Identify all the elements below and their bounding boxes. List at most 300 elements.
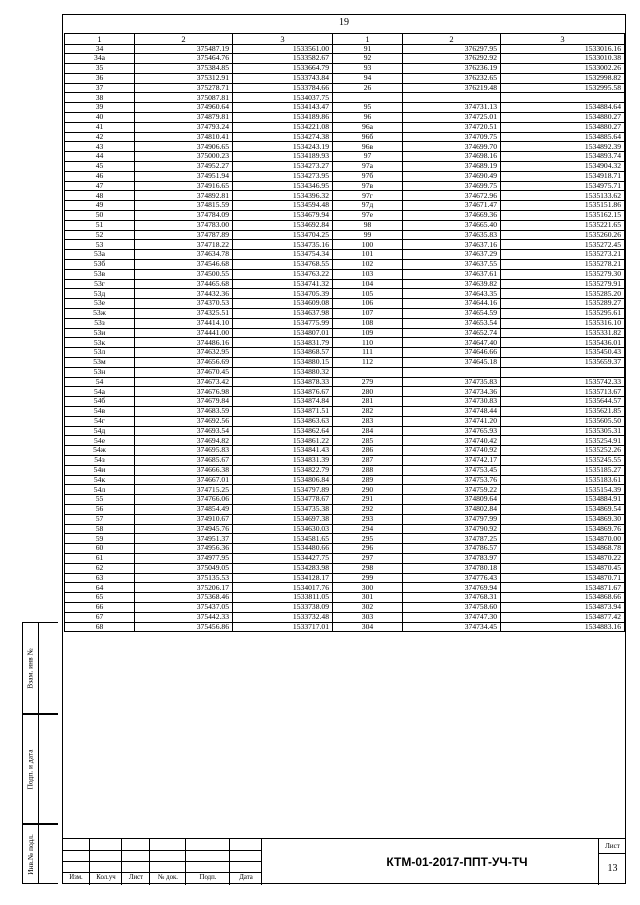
- point-number-cell: 97г: [333, 191, 403, 201]
- point-number-cell: 54: [65, 377, 135, 387]
- y-coordinate-cell: 1534128.17: [233, 573, 333, 583]
- y-coordinate-cell: 1534189.86: [233, 113, 333, 123]
- y-coordinate-cell: 1534883.16: [501, 622, 625, 632]
- point-number-cell: 96б: [333, 132, 403, 142]
- point-number-cell: 102: [333, 260, 403, 270]
- x-coordinate-cell: 374441.00: [135, 328, 233, 338]
- point-number-cell: 54и: [65, 465, 135, 475]
- table-row: [65, 122, 625, 132]
- x-coordinate-cell: 374765.93: [403, 426, 501, 436]
- point-number-cell: 34: [65, 44, 135, 54]
- y-coordinate-cell: 1534880.15: [233, 358, 333, 368]
- y-coordinate-cell: 1534754.34: [233, 250, 333, 260]
- x-coordinate-cell: 374656.69: [135, 358, 233, 368]
- table-row: [65, 622, 625, 632]
- x-coordinate-cell: 374731.13: [403, 103, 501, 113]
- x-coordinate-cell: 374753.45: [403, 465, 501, 475]
- point-number-cell: 285: [333, 436, 403, 446]
- x-coordinate-cell: 374699.70: [403, 142, 501, 152]
- point-number-cell: 53к: [65, 338, 135, 348]
- point-number-cell: 45: [65, 162, 135, 172]
- x-coordinate-cell: 374665.40: [403, 220, 501, 230]
- y-coordinate-cell: 1535221.65: [501, 220, 625, 230]
- coordinates-table: [64, 33, 625, 632]
- point-number-cell: 42: [65, 132, 135, 142]
- y-coordinate-cell: 1534741.32: [233, 279, 333, 289]
- table-row: [65, 485, 625, 495]
- x-coordinate-cell: 374644.16: [403, 299, 501, 309]
- table-row: [65, 279, 625, 289]
- table-row: [65, 220, 625, 230]
- table-row: [65, 563, 625, 573]
- y-coordinate-cell: 1533717.01: [233, 622, 333, 632]
- table-row: [65, 544, 625, 554]
- x-coordinate-cell: 374637.29: [403, 250, 501, 260]
- x-coordinate-cell: 374759.22: [403, 485, 501, 495]
- y-coordinate-cell: 1534870.00: [501, 534, 625, 544]
- x-coordinate-cell: 374793.24: [135, 122, 233, 132]
- point-number-cell: 280: [333, 387, 403, 397]
- y-coordinate-cell: 1534885.64: [501, 132, 625, 142]
- y-coordinate-cell: 1533738.09: [233, 602, 333, 612]
- document-code: КТМ-01-2017-ППТ-УЧ-ТЧ: [386, 855, 528, 869]
- x-coordinate-cell: 374956.36: [135, 544, 233, 554]
- y-coordinate-cell: 1535133.62: [501, 191, 625, 201]
- x-coordinate-cell: 376236.19: [403, 64, 501, 74]
- point-number-cell: 105: [333, 289, 403, 299]
- point-number-cell: 53: [65, 240, 135, 250]
- table-row: [65, 54, 625, 64]
- y-coordinate-cell: 1534884.91: [501, 495, 625, 505]
- y-coordinate-cell: 1534876.67: [233, 387, 333, 397]
- point-number-cell: 26: [333, 83, 403, 93]
- x-coordinate-cell: 374671.47: [403, 201, 501, 211]
- point-number-cell: 297: [333, 553, 403, 563]
- side-label-replaced-inv: Взам. инв №: [26, 647, 36, 689]
- point-number-cell: 97е: [333, 211, 403, 221]
- y-coordinate-cell: 1535659.37: [501, 358, 625, 368]
- y-coordinate-cell: 1534870.45: [501, 563, 625, 573]
- table-row: [65, 612, 625, 622]
- x-coordinate-cell: 374652.74: [403, 328, 501, 338]
- x-coordinate-cell: 376219.48: [403, 83, 501, 93]
- point-number-cell: 294: [333, 524, 403, 534]
- point-number-cell: 292: [333, 504, 403, 514]
- y-coordinate-cell: 1535245.55: [501, 455, 625, 465]
- table-row: [65, 73, 625, 83]
- point-number-cell: 53и: [65, 328, 135, 338]
- x-coordinate-cell: 374809.64: [403, 495, 501, 505]
- x-coordinate-cell: 374740.92: [403, 446, 501, 456]
- point-number-cell: 60: [65, 544, 135, 554]
- y-coordinate-cell: 1534918.71: [501, 171, 625, 181]
- point-number-cell: 96а: [333, 122, 403, 132]
- y-coordinate-cell: 1534396.32: [233, 191, 333, 201]
- side-stamp-original-inv: [22, 824, 58, 884]
- x-coordinate-cell: 374735.83: [403, 377, 501, 387]
- y-coordinate-cell: 1533002.26: [501, 64, 625, 74]
- x-coordinate-cell: 374734.36: [403, 387, 501, 397]
- table-row: [65, 142, 625, 152]
- x-coordinate-cell: 374637.61: [403, 269, 501, 279]
- y-coordinate-cell: 1535305.31: [501, 426, 625, 436]
- x-coordinate-cell: 376232.65: [403, 73, 501, 83]
- point-number-cell: 53л: [65, 348, 135, 358]
- x-coordinate-cell: 374854.49: [135, 504, 233, 514]
- point-number-cell: 54к: [65, 475, 135, 485]
- point-number-cell: 48: [65, 191, 135, 201]
- point-number-cell: 53в: [65, 269, 135, 279]
- tb-col-signature: Подп.: [199, 874, 217, 881]
- x-coordinate-cell: 374715.25: [135, 485, 233, 495]
- table-row: [65, 524, 625, 534]
- y-coordinate-cell: 1535162.15: [501, 211, 625, 221]
- table-row: [65, 534, 625, 544]
- point-number-cell: 54е: [65, 436, 135, 446]
- y-coordinate-cell: 1534243.19: [233, 142, 333, 152]
- x-coordinate-cell: 374797.99: [403, 514, 501, 524]
- x-coordinate-cell: 374787.25: [403, 534, 501, 544]
- x-coordinate-cell: 374670.45: [135, 367, 233, 377]
- y-coordinate-cell: 1534273.95: [233, 171, 333, 181]
- table-row: [65, 504, 625, 514]
- y-coordinate-cell: 1534870.71: [501, 573, 625, 583]
- y-coordinate-cell: 1534630.03: [233, 524, 333, 534]
- table-row: [65, 495, 625, 505]
- table-row: [65, 367, 625, 377]
- y-coordinate-cell: 1534841.43: [233, 446, 333, 456]
- table-row: [65, 269, 625, 279]
- table-row: [65, 230, 625, 240]
- y-coordinate-cell: 1534594.48: [233, 201, 333, 211]
- y-coordinate-cell: 1534705.39: [233, 289, 333, 299]
- y-coordinate-cell: 1534861.22: [233, 436, 333, 446]
- table-row: [65, 318, 625, 328]
- y-coordinate-cell: 1535254.91: [501, 436, 625, 446]
- x-coordinate-cell: 374639.82: [403, 279, 501, 289]
- table-header-row: [65, 34, 625, 45]
- table-row: [65, 44, 625, 54]
- point-number-cell: 43: [65, 142, 135, 152]
- y-coordinate-cell: 1535331.82: [501, 328, 625, 338]
- x-coordinate-cell: 374815.59: [135, 201, 233, 211]
- header-cell: 3: [233, 34, 333, 45]
- x-coordinate-cell: 374906.65: [135, 142, 233, 152]
- point-number-cell: 36: [65, 73, 135, 83]
- point-number-cell: [333, 93, 403, 103]
- x-coordinate-cell: 374694.82: [135, 436, 233, 446]
- x-coordinate-cell: 374709.75: [403, 132, 501, 142]
- y-coordinate-cell: 1534892.39: [501, 142, 625, 152]
- y-coordinate-cell: 1535151.86: [501, 201, 625, 211]
- point-number-cell: 106: [333, 299, 403, 309]
- x-coordinate-cell: 375278.71: [135, 83, 233, 93]
- y-coordinate-cell: 1534679.94: [233, 211, 333, 221]
- point-number-cell: 299: [333, 573, 403, 583]
- point-number-cell: 109: [333, 328, 403, 338]
- x-coordinate-cell: 375206.17: [135, 583, 233, 593]
- sheet-label: Лист: [599, 839, 626, 854]
- y-coordinate-cell: 1533016.16: [501, 44, 625, 54]
- point-number-cell: 53з: [65, 318, 135, 328]
- x-coordinate-cell: 374325.51: [135, 309, 233, 319]
- point-number-cell: 291: [333, 495, 403, 505]
- point-number-cell: 91: [333, 44, 403, 54]
- y-coordinate-cell: 1534778.67: [233, 495, 333, 505]
- y-coordinate-cell: 1534868.57: [233, 348, 333, 358]
- point-number-cell: 54л: [65, 485, 135, 495]
- y-coordinate-cell: 1535436.01: [501, 338, 625, 348]
- x-coordinate-cell: 375312.91: [135, 73, 233, 83]
- table-row: [65, 240, 625, 250]
- point-number-cell: 44: [65, 152, 135, 162]
- point-number-cell: 101: [333, 250, 403, 260]
- point-number-cell: 54а: [65, 387, 135, 397]
- table-row: [65, 201, 625, 211]
- x-coordinate-cell: 374669.36: [403, 211, 501, 221]
- point-number-cell: 46: [65, 171, 135, 181]
- x-coordinate-cell: 376297.95: [403, 44, 501, 54]
- point-number-cell: 296: [333, 544, 403, 554]
- point-number-cell: 47: [65, 181, 135, 191]
- header-cell: 1: [333, 34, 403, 45]
- x-coordinate-cell: 374667.01: [135, 475, 233, 485]
- tb-col-sheet: Лист: [128, 874, 144, 881]
- point-number-cell: 104: [333, 279, 403, 289]
- point-number-cell: 35: [65, 64, 135, 74]
- y-coordinate-cell: 1534862.64: [233, 426, 333, 436]
- table-row: [65, 103, 625, 113]
- y-coordinate-cell: 1534871.51: [233, 406, 333, 416]
- x-coordinate-cell: 374951.37: [135, 534, 233, 544]
- tb-col-date: Дата: [239, 874, 253, 881]
- x-coordinate-cell: 374748.44: [403, 406, 501, 416]
- x-coordinate-cell: 374753.76: [403, 475, 501, 485]
- point-number-cell: 53е: [65, 299, 135, 309]
- point-number-cell: 301: [333, 593, 403, 603]
- y-coordinate-cell: 1534878.33: [233, 377, 333, 387]
- y-coordinate-cell: 1534581.65: [233, 534, 333, 544]
- table-row: [65, 171, 625, 181]
- x-coordinate-cell: 375087.81: [135, 93, 233, 103]
- point-number-cell: 303: [333, 612, 403, 622]
- y-coordinate-cell: 1534797.89: [233, 485, 333, 495]
- y-coordinate-cell: 1534880.27: [501, 113, 625, 123]
- table-row: [65, 181, 625, 191]
- point-number-cell: 97а: [333, 162, 403, 172]
- x-coordinate-cell: 374486.16: [135, 338, 233, 348]
- table-row: [65, 377, 625, 387]
- y-coordinate-cell: 1534822.79: [233, 465, 333, 475]
- y-coordinate-cell: 1534870.22: [501, 553, 625, 563]
- point-number-cell: 66: [65, 602, 135, 612]
- x-coordinate-cell: 374683.59: [135, 406, 233, 416]
- x-coordinate-cell: 375456.86: [135, 622, 233, 632]
- x-coordinate-cell: 375000.23: [135, 152, 233, 162]
- x-coordinate-cell: 375135.53: [135, 573, 233, 583]
- y-coordinate-cell: 1534869.54: [501, 504, 625, 514]
- table-row: [65, 132, 625, 142]
- table-row: [65, 553, 625, 563]
- table-row: [65, 309, 625, 319]
- table-row: [65, 426, 625, 436]
- table-row: [65, 387, 625, 397]
- x-coordinate-cell: 374432.36: [135, 289, 233, 299]
- x-coordinate-cell: 374742.17: [403, 455, 501, 465]
- y-coordinate-cell: 1535316.10: [501, 318, 625, 328]
- x-coordinate-cell: 374730.83: [403, 397, 501, 407]
- table-row: [65, 162, 625, 172]
- x-coordinate-cell: 375437.05: [135, 602, 233, 612]
- x-coordinate-cell: 374676.98: [135, 387, 233, 397]
- point-number-cell: [333, 367, 403, 377]
- point-number-cell: 100: [333, 240, 403, 250]
- x-coordinate-cell: 374645.18: [403, 358, 501, 368]
- point-number-cell: 53м: [65, 358, 135, 368]
- y-coordinate-cell: 1534884.64: [501, 103, 625, 113]
- y-coordinate-cell: 1535260.26: [501, 230, 625, 240]
- x-coordinate-cell: 374635.83: [403, 230, 501, 240]
- page-number: 19: [339, 17, 349, 28]
- y-coordinate-cell: 1535285.20: [501, 289, 625, 299]
- y-coordinate-cell: 1534692.84: [233, 220, 333, 230]
- table-row: [65, 514, 625, 524]
- point-number-cell: 58: [65, 524, 135, 534]
- x-coordinate-cell: 374783.97: [403, 553, 501, 563]
- point-number-cell: 53н: [65, 367, 135, 377]
- x-coordinate-cell: 374643.35: [403, 289, 501, 299]
- table-row: [65, 83, 625, 93]
- x-coordinate-cell: 374546.68: [135, 260, 233, 270]
- point-number-cell: 68: [65, 622, 135, 632]
- point-number-cell: 92: [333, 54, 403, 64]
- table-row: [65, 152, 625, 162]
- point-number-cell: 108: [333, 318, 403, 328]
- tb-col-doc-no: № док.: [157, 874, 179, 881]
- table-row: [65, 289, 625, 299]
- y-coordinate-cell: 1535278.21: [501, 260, 625, 270]
- x-coordinate-cell: 374951.94: [135, 171, 233, 181]
- x-coordinate-cell: 374916.65: [135, 181, 233, 191]
- y-coordinate-cell: 1535742.33: [501, 377, 625, 387]
- x-coordinate-cell: 374720.51: [403, 122, 501, 132]
- point-number-cell: 40: [65, 113, 135, 123]
- point-number-cell: 56: [65, 504, 135, 514]
- x-coordinate-cell: 374632.95: [135, 348, 233, 358]
- point-number-cell: 111: [333, 348, 403, 358]
- y-coordinate-cell: 1532995.58: [501, 83, 625, 93]
- y-coordinate-cell: 1534871.67: [501, 583, 625, 593]
- point-number-cell: 59: [65, 534, 135, 544]
- y-coordinate-cell: 1534831.39: [233, 455, 333, 465]
- x-coordinate-cell: 374637.16: [403, 240, 501, 250]
- point-number-cell: 97в: [333, 181, 403, 191]
- y-coordinate-cell: 1535183.61: [501, 475, 625, 485]
- y-coordinate-cell: 1534735.38: [233, 504, 333, 514]
- point-number-cell: 94: [333, 73, 403, 83]
- x-coordinate-cell: 374465.68: [135, 279, 233, 289]
- x-coordinate-cell: 374768.31: [403, 593, 501, 603]
- point-number-cell: 41: [65, 122, 135, 132]
- point-number-cell: 65: [65, 593, 135, 603]
- x-coordinate-cell: 374790.92: [403, 524, 501, 534]
- y-coordinate-cell: 1534273.27: [233, 162, 333, 172]
- x-coordinate-cell: 374370.53: [135, 299, 233, 309]
- point-number-cell: 38: [65, 93, 135, 103]
- point-number-cell: 288: [333, 465, 403, 475]
- y-coordinate-cell: 1534873.94: [501, 602, 625, 612]
- point-number-cell: 62: [65, 563, 135, 573]
- point-number-cell: 99: [333, 230, 403, 240]
- point-number-cell: 112: [333, 358, 403, 368]
- x-coordinate-cell: 374766.06: [135, 495, 233, 505]
- y-coordinate-cell: 1534017.76: [233, 583, 333, 593]
- y-coordinate-cell: 1535252.26: [501, 446, 625, 456]
- x-coordinate-cell: 375464.76: [135, 54, 233, 64]
- x-coordinate-cell: 375442.33: [135, 612, 233, 622]
- x-coordinate-cell: 374977.95: [135, 553, 233, 563]
- header-cell: 2: [135, 34, 233, 45]
- y-coordinate-cell: 1533743.84: [233, 73, 333, 83]
- x-coordinate-cell: 374810.41: [135, 132, 233, 142]
- y-coordinate-cell: 1535621.85: [501, 406, 625, 416]
- x-coordinate-cell: 374725.01: [403, 113, 501, 123]
- point-number-cell: 93: [333, 64, 403, 74]
- y-coordinate-cell: 1534189.93: [233, 152, 333, 162]
- title-block: [62, 838, 626, 885]
- y-coordinate-cell: 1534763.22: [233, 269, 333, 279]
- x-coordinate-cell: 374780.18: [403, 563, 501, 573]
- y-coordinate-cell: 1535273.21: [501, 250, 625, 260]
- table-row: [65, 602, 625, 612]
- x-coordinate-cell: 374685.67: [135, 455, 233, 465]
- y-coordinate-cell: 1534863.63: [233, 416, 333, 426]
- x-coordinate-cell: 374647.40: [403, 338, 501, 348]
- y-coordinate-cell: 1534775.99: [233, 318, 333, 328]
- y-coordinate-cell: 1534874.84: [233, 397, 333, 407]
- table-row: [65, 397, 625, 407]
- point-number-cell: 96в: [333, 142, 403, 152]
- y-coordinate-cell: 1535279.30: [501, 269, 625, 279]
- point-number-cell: 97б: [333, 171, 403, 181]
- y-coordinate-cell: 1535185.27: [501, 465, 625, 475]
- point-number-cell: 53а: [65, 250, 135, 260]
- table-row: [65, 416, 625, 426]
- table-row: [65, 260, 625, 270]
- y-coordinate-cell: 1533811.05: [233, 593, 333, 603]
- point-number-cell: 298: [333, 563, 403, 573]
- y-coordinate-cell: 1534880.27: [501, 122, 625, 132]
- point-number-cell: 279: [333, 377, 403, 387]
- x-coordinate-cell: 374783.00: [135, 220, 233, 230]
- side-label-signature: Подп. и дата: [26, 748, 36, 790]
- y-coordinate-cell: 1533784.66: [233, 83, 333, 93]
- y-coordinate-cell: 1534893.74: [501, 152, 625, 162]
- table-row: [65, 191, 625, 201]
- point-number-cell: 61: [65, 553, 135, 563]
- y-coordinate-cell: 1534975.71: [501, 181, 625, 191]
- y-coordinate-cell: [501, 93, 625, 103]
- tb-col-count: Кол.уч: [96, 874, 116, 881]
- x-coordinate-cell: 376292.92: [403, 54, 501, 64]
- point-number-cell: 67: [65, 612, 135, 622]
- table-row: [65, 299, 625, 309]
- y-coordinate-cell: 1534697.38: [233, 514, 333, 524]
- point-number-cell: 54б: [65, 397, 135, 407]
- y-coordinate-cell: 1535713.67: [501, 387, 625, 397]
- y-coordinate-cell: 1534609.08: [233, 299, 333, 309]
- point-number-cell: 54г: [65, 416, 135, 426]
